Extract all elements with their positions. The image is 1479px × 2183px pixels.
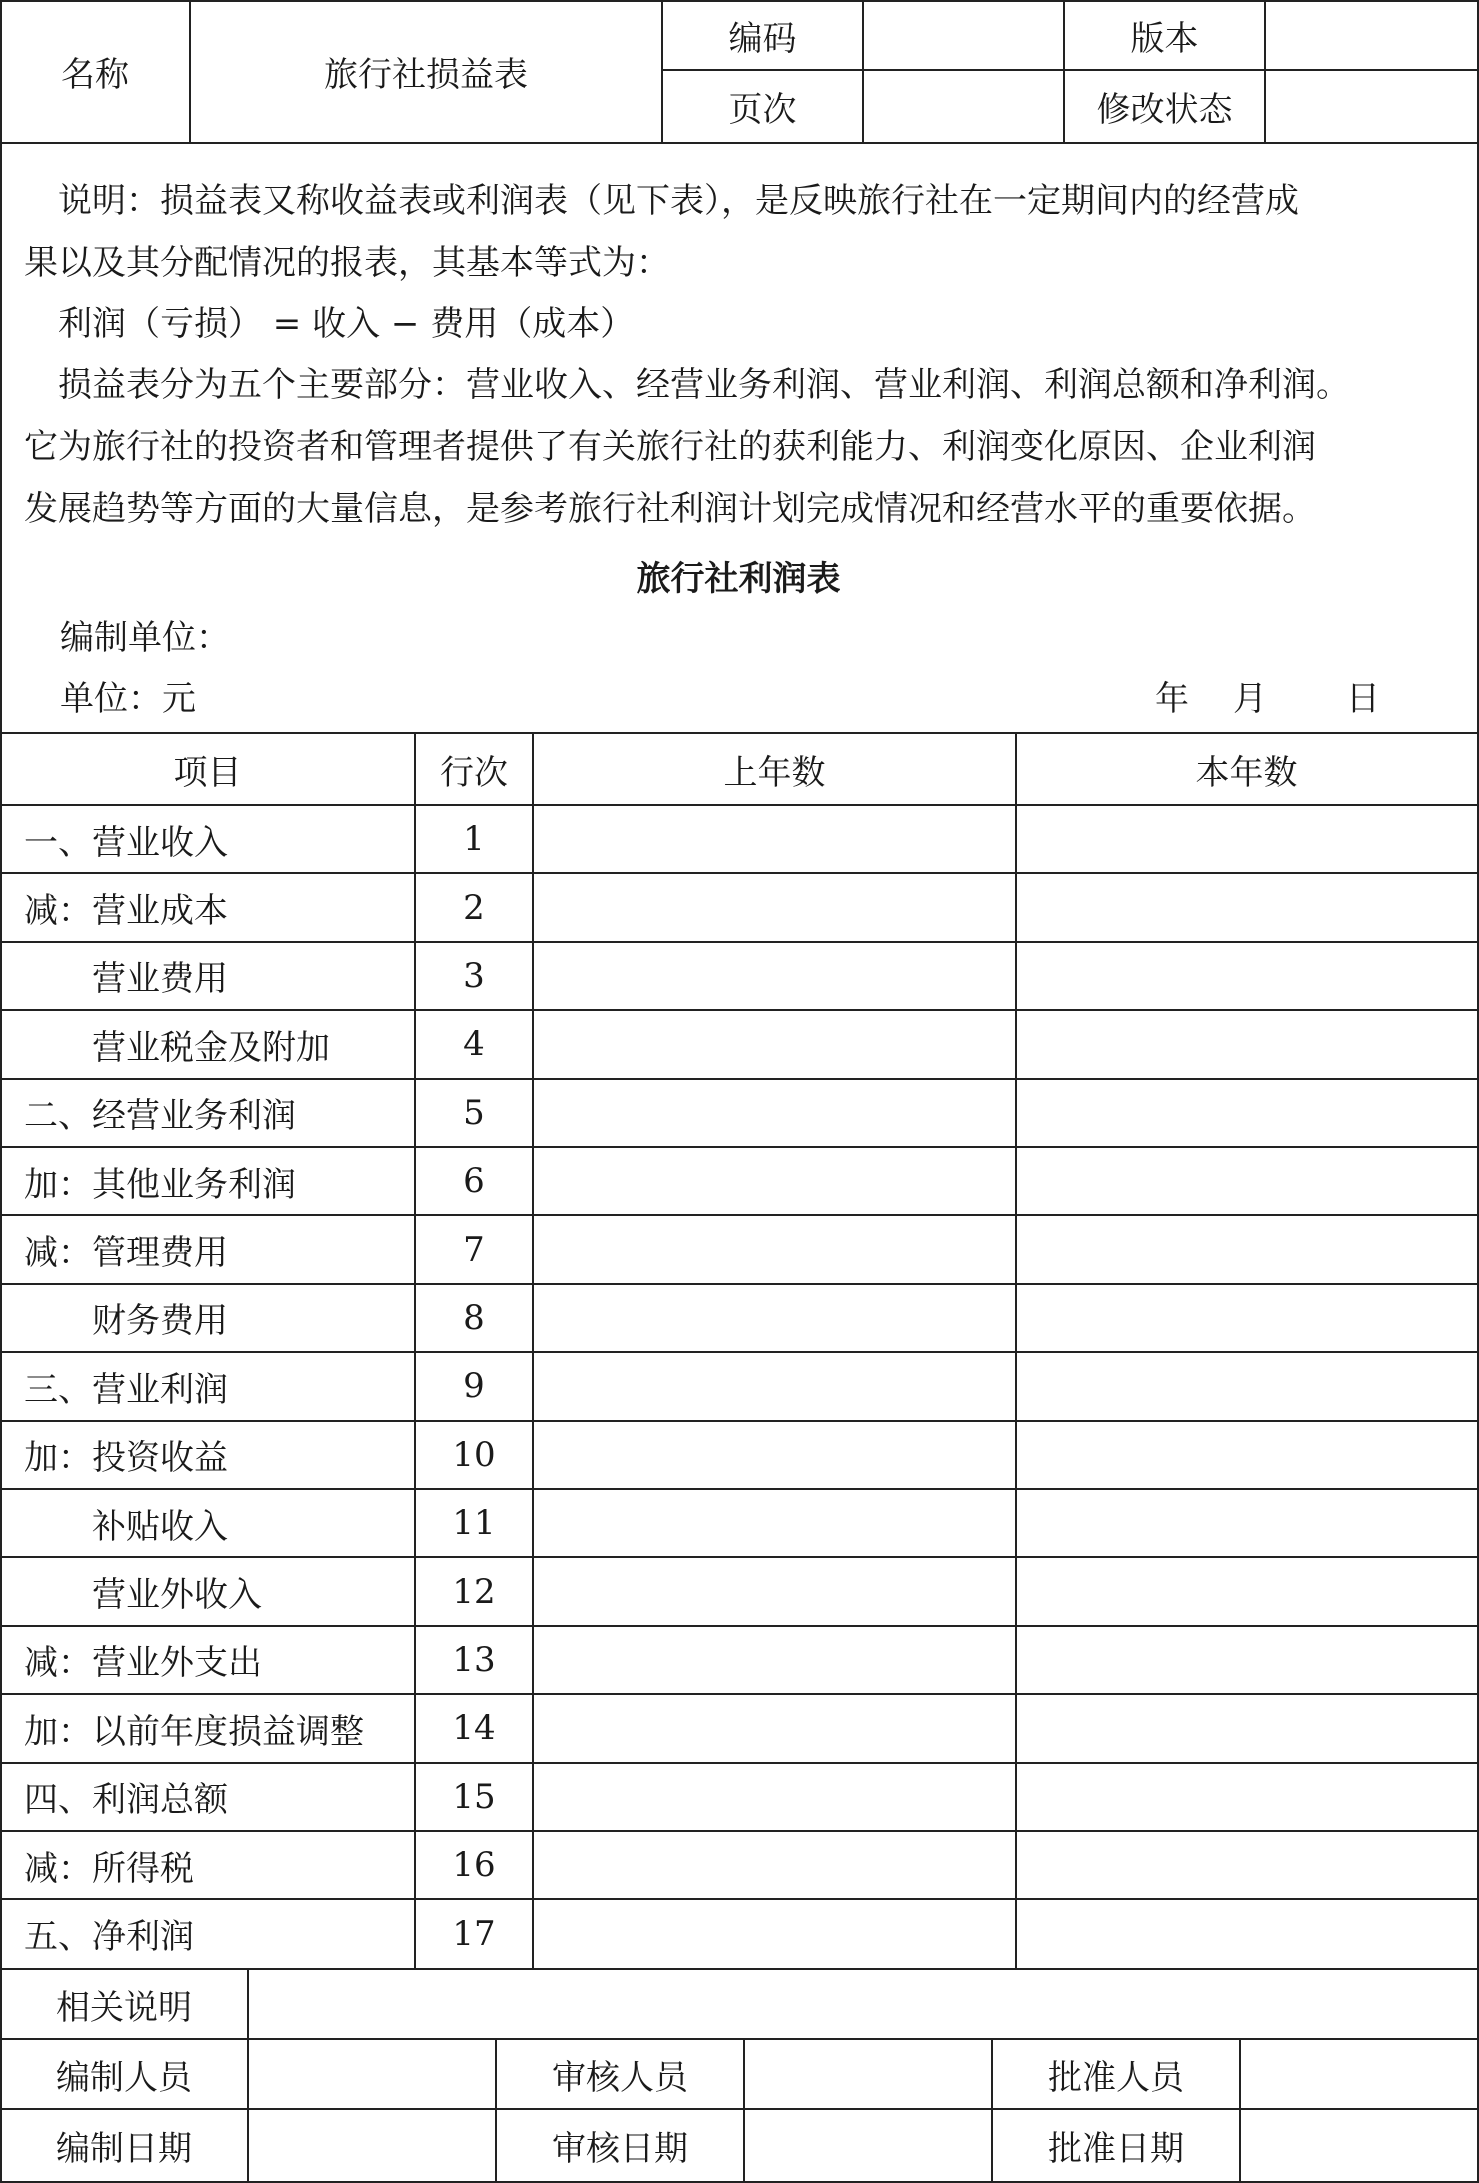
row-item-label: 加：投资收益: [24, 1438, 228, 1479]
previous-year-value[interactable]: [533, 1763, 1016, 1831]
row-item-label: 减：所得税: [24, 1848, 194, 1889]
divider: [0, 142, 1477, 144]
divider: [532, 733, 534, 1969]
row-number: 12: [452, 1571, 496, 1612]
row-item-label: 四、利润总额: [24, 1780, 228, 1821]
previous-year-value[interactable]: [533, 1010, 1016, 1078]
row-number: 2: [463, 887, 485, 928]
page-label: 页次: [728, 90, 797, 130]
previous-year-value[interactable]: [533, 1079, 1016, 1147]
row-item-label: 二、经营业务利润: [24, 1096, 296, 1137]
version-label: 版本: [1130, 18, 1199, 59]
previous-year-value[interactable]: [533, 1215, 1016, 1283]
previous-year-value[interactable]: [533, 873, 1016, 941]
divider: [0, 1351, 1477, 1353]
divider: [0, 732, 1477, 734]
current-year-value[interactable]: [1016, 1079, 1477, 1147]
date-year-label: 年: [1155, 679, 1189, 719]
report-title: 旅行社利润表: [636, 558, 841, 599]
previous-year-value[interactable]: [533, 942, 1016, 1010]
row-number: 7: [463, 1229, 485, 1270]
divider: [247, 1969, 249, 2181]
row-number: 15: [452, 1776, 496, 1817]
current-year-value[interactable]: [1016, 942, 1477, 1010]
divider: [0, 1009, 1477, 1011]
row-item-label: 补贴收入: [24, 1506, 228, 1547]
approved-by-label: 批准人员: [1048, 2057, 1184, 2098]
divider: [0, 1283, 1477, 1285]
row-number: 3: [463, 955, 485, 996]
divider: [189, 0, 191, 143]
reviewed-by-value[interactable]: [744, 2039, 992, 2109]
row-item-label: 五、净利润: [24, 1917, 194, 1958]
divider: [0, 941, 1477, 943]
row-item-label: 减：营业成本: [24, 891, 228, 932]
prepared-date-value[interactable]: [248, 2109, 496, 2181]
previous-year-value[interactable]: [533, 1147, 1016, 1215]
prepared-date-label: 编制日期: [56, 2128, 192, 2169]
current-year-value[interactable]: [1016, 1694, 1477, 1762]
description-line: 损益表分为五个主要部分：营业收入、经营业务利润、营业利润、利润总额和净利润。: [24, 365, 1350, 405]
current-year-value[interactable]: [1016, 1557, 1477, 1625]
divider: [0, 1078, 1477, 1080]
row-number: 16: [452, 1845, 496, 1886]
current-year-value[interactable]: [1016, 873, 1477, 941]
row-item-label: 营业税金及附加: [24, 1027, 330, 1068]
divider: [0, 1625, 1477, 1627]
current-year-value[interactable]: [1016, 1147, 1477, 1215]
version-value[interactable]: [1265, 0, 1477, 70]
divider: [0, 1214, 1477, 1216]
current-year-value[interactable]: [1016, 805, 1477, 873]
divider: [0, 1830, 1477, 1832]
date-day-label: 日: [1346, 679, 1380, 719]
current-year-value[interactable]: [1016, 1421, 1477, 1489]
previous-year-value[interactable]: [533, 1421, 1016, 1489]
reviewed-date-label: 审核日期: [552, 2128, 688, 2169]
previous-year-value[interactable]: [533, 1352, 1016, 1420]
divider: [1264, 0, 1266, 143]
divider: [0, 1693, 1477, 1695]
divider: [0, 1146, 1477, 1148]
current-year-value[interactable]: [1016, 1831, 1477, 1899]
divider: [414, 733, 416, 1969]
row-number: 1: [463, 819, 485, 860]
date-month-label: 月: [1233, 679, 1267, 719]
status-value[interactable]: [1265, 70, 1477, 143]
prepared-by-value[interactable]: [248, 2039, 496, 2109]
status-label: 修改状态: [1096, 90, 1233, 130]
row-number: 10: [452, 1434, 496, 1475]
current-year-value[interactable]: [1016, 1010, 1477, 1078]
divider: [0, 1968, 1477, 1970]
row-item-label: 三、营业利润: [24, 1369, 228, 1410]
divider: [0, 804, 1477, 806]
unit-currency-label: 单位：元: [60, 679, 196, 719]
code-value[interactable]: [863, 0, 1064, 70]
row-item-label: 营业外收入: [24, 1575, 262, 1616]
prepared-by-label: 编制人员: [56, 2057, 192, 2098]
row-number: 5: [463, 1092, 485, 1133]
divider: [0, 1898, 1477, 1900]
divider: [495, 2039, 497, 2181]
row-number: 17: [452, 1913, 496, 1954]
previous-year-value[interactable]: [533, 1831, 1016, 1899]
column-header-item: 项目: [173, 752, 242, 793]
divider: [0, 2108, 1477, 2110]
approved-by-value[interactable]: [1240, 2039, 1477, 2109]
divider: [862, 0, 864, 143]
notes-value[interactable]: [248, 1969, 1477, 2039]
row-item-label: 财务费用: [24, 1301, 228, 1342]
divider: [662, 69, 1477, 71]
description-line: 它为旅行社的投资者和管理者提供了有关旅行社的获利能力、利润变化原因、企业利润: [24, 427, 1316, 467]
divider: [1063, 0, 1065, 143]
previous-year-value[interactable]: [533, 1694, 1016, 1762]
reviewed-date-value[interactable]: [744, 2109, 992, 2181]
code-label: 编码: [728, 18, 797, 59]
divider: [0, 1488, 1477, 1490]
current-year-value[interactable]: [1016, 1284, 1477, 1352]
current-year-value[interactable]: [1016, 1626, 1477, 1694]
current-year-value[interactable]: [1016, 1215, 1477, 1283]
approved-date-label: 批准日期: [1048, 2128, 1184, 2169]
formula-line: 利润（亏损） = 收入 − 费用（成本）: [24, 304, 635, 344]
notes-label: 相关说明: [56, 1987, 192, 2028]
row-number: 11: [452, 1503, 496, 1544]
previous-year-value[interactable]: [533, 1899, 1016, 1967]
row-number: 14: [452, 1708, 496, 1749]
divider: [0, 1762, 1477, 1764]
previous-year-value[interactable]: [533, 1284, 1016, 1352]
divider: [661, 0, 663, 143]
reviewed-by-label: 审核人员: [552, 2057, 688, 2098]
column-header-current-year: 本年数: [1195, 752, 1298, 793]
row-number: 13: [452, 1639, 496, 1680]
row-item-label: 营业费用: [24, 959, 228, 1000]
divider: [743, 2039, 745, 2181]
row-item-label: 一、营业收入: [24, 822, 228, 863]
row-item-label: 加：以前年度损益调整: [24, 1711, 364, 1752]
divider: [1015, 733, 1017, 1969]
column-header-row-no: 行次: [440, 752, 508, 793]
description-line: 果以及其分配情况的报表，其基本等式为：: [24, 243, 670, 283]
previous-year-value[interactable]: [533, 805, 1016, 873]
divider: [0, 2038, 1477, 2040]
row-number: 4: [463, 1024, 485, 1065]
divider: [991, 2039, 993, 2181]
divider: [1239, 2039, 1241, 2181]
current-year-value[interactable]: [1016, 1489, 1477, 1557]
description-line: 发展趋势等方面的大量信息，是参考旅行社利润计划完成情况和经营水平的重要依据。: [24, 489, 1316, 529]
row-item-label: 减：营业外支出: [24, 1643, 262, 1684]
row-number: 6: [463, 1161, 485, 1202]
page-value[interactable]: [863, 70, 1064, 143]
current-year-value[interactable]: [1016, 1899, 1477, 1967]
row-item-label: 加：其他业务利润: [24, 1164, 296, 1205]
previous-year-value[interactable]: [533, 1489, 1016, 1557]
row-number: 9: [463, 1366, 485, 1407]
current-year-value[interactable]: [1016, 1763, 1477, 1831]
form-name: 旅行社损益表: [324, 55, 528, 95]
column-header-previous-year: 上年数: [723, 752, 826, 793]
previous-year-value[interactable]: [533, 1557, 1016, 1625]
unit-org-label: 编制单位：: [60, 618, 230, 658]
description-line: 说明：损益表又称收益表或利润表（见下表），是反映旅行社在一定期间内的经营成: [24, 181, 1299, 221]
divider: [0, 1420, 1477, 1422]
row-number: 8: [463, 1297, 485, 1338]
divider: [0, 1556, 1477, 1558]
divider: [0, 872, 1477, 874]
approved-date-value[interactable]: [1240, 2109, 1477, 2181]
previous-year-value[interactable]: [533, 1626, 1016, 1694]
name-label: 名称: [61, 55, 129, 95]
current-year-value[interactable]: [1016, 1352, 1477, 1420]
row-item-label: 减：管理费用: [24, 1233, 228, 1274]
